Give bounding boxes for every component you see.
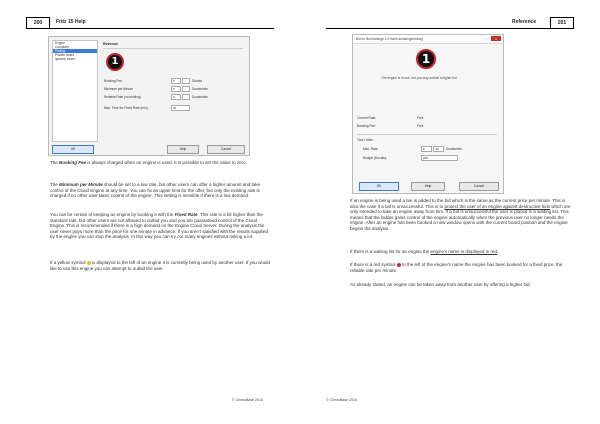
footer: © ChessBase 2015: [326, 398, 358, 402]
field-unit: Ducats: [192, 79, 202, 83]
budget-label: Budget (Ducats):: [363, 156, 387, 160]
reliable-rate-dec[interactable]: [182, 94, 190, 100]
paragraph-red-symbol: If there is a red symbol to the left of the engine's name the engine has been booked for a fixed price, the reliable rate per minute.: [350, 262, 563, 273]
settings-list: [52, 40, 98, 142]
max-time-label: Max. Time for Fixed Rate (min): [104, 106, 148, 110]
in-use-message: The engine is in use, but you may submit a higher bid: [381, 76, 457, 80]
bid-dialog-screenshot: [352, 34, 504, 194]
booking-fee-dec[interactable]: [182, 78, 190, 84]
help-button[interactable]: Help: [411, 182, 445, 191]
header-rule: [326, 28, 574, 29]
current-rate-value: Free: [417, 116, 424, 120]
divider: [357, 134, 497, 135]
paragraph-outbid: As already stated, an engine can be taken away from another user by offering a higher bid.: [350, 282, 531, 287]
list-item[interactable]: Private Users: [55, 53, 75, 57]
min-per-minute-dec[interactable]: [182, 86, 190, 92]
engine-logo: 1: [106, 53, 124, 71]
minimize-icon[interactable]: –: [484, 36, 488, 41]
paragraph-fixed-rate: You can be certain of keeping an engine by booking it with the Fixed Rate. This rate is a bit higher than the standard rate, but other users are not allowed to outbid you and you are guaranteed control of the Cloud Engine. This is recommended if there is a high demand on the Engine Cloud Server. During the analysis the user never pays more than the price for one minute in advance. If you aren't satisfied with the results supplied by the engine you can stop the analysis. In this way you can try out many engines without risking a lot.: [50, 212, 268, 240]
booking-fee-label: Booking Fee:: [357, 124, 376, 128]
list-item[interactable]: Computer: [55, 45, 69, 49]
field-label: Booking Fee: [104, 79, 122, 83]
field-label: Reliable Rate (no bidding): [104, 95, 141, 99]
list-item[interactable]: Ignored Users: [55, 57, 76, 61]
field-label: Minimum per Minute: [104, 87, 133, 91]
list-item-selected[interactable]: Pricing: [53, 49, 97, 53]
budget-input[interactable]: 268: [421, 155, 458, 161]
list-item[interactable]: Engine: [55, 41, 65, 45]
booking-fee-input[interactable]: 0: [171, 78, 181, 84]
max-rate-dec-input[interactable]: ,32: [433, 146, 444, 152]
close-icon[interactable]: ×: [491, 36, 501, 41]
current-rate-label: Current Rate:: [357, 116, 377, 120]
dialog-title: Bid for Brechstange 2.0 Ilweh-schaengenbärzig: [356, 37, 423, 41]
max-rate-label: Max. Rate:: [363, 147, 379, 151]
ok-button[interactable]: OK: [52, 145, 94, 154]
pricing-dialog-screenshot: [48, 36, 250, 156]
page-number: 201: [550, 17, 574, 29]
paragraph-waiting-list: If there is a waiting list for an engine the engine's name is displayed in red.: [350, 249, 499, 254]
max-rate-input[interactable]: 0: [421, 146, 432, 152]
booking-fee-value: Free: [417, 124, 424, 128]
max-time-select[interactable]: 30: [171, 105, 190, 111]
engine-logo: 1: [416, 49, 436, 69]
dialog-titlebar: [353, 35, 503, 44]
paragraph-minimum-per-minute: The Minimum per Minute should be set to a low rate, but other users can offer a higher amount and take control of the Cloud Engine at any time. You can fix an upper limit for the offer, but only the existing rate is charged if no other user takes control of the engine. This setting is sensible if there is a low demand.: [50, 182, 261, 199]
cancel-button[interactable]: Cancel: [207, 145, 245, 154]
min-per-minute-input[interactable]: 0: [171, 86, 181, 92]
page-number: 200: [26, 17, 50, 29]
limits-title: Your Limits:: [357, 138, 374, 142]
header-title: Reference: [512, 19, 537, 25]
paragraph-bid-fee: If an engine is being used a fee is added to the bid which is the same as the current price per minute. This is also the case if a bid is unsuccessful. This is to protect the user of an engine against destructive bids which are only intended to take an engine away from him. If a bid is unsuccessful the user is placed in a waiting list. This means that the bidder gains control of the engine automatically when the previous user no longer needs the engine. After an engine has been booked a new window opens with the current board position and the engine begins the analysis.: [350, 198, 571, 231]
section-title: Revenue: [103, 42, 118, 46]
footer: © ChessBase 2015: [232, 398, 264, 402]
paragraph-booking-fee: The Booking Fee is always charged when an engine is used. It is possible to set the value to zero.: [50, 160, 247, 165]
max-rate-unit: Ducats/min: [446, 147, 462, 151]
divider: [103, 48, 243, 49]
field-unit: Ducats/min: [192, 95, 208, 99]
right-page: [300, 0, 600, 424]
field-unit: Ducats/min: [192, 87, 208, 91]
help-button[interactable]: Help: [167, 145, 199, 154]
header-rule: [26, 28, 274, 29]
cancel-button[interactable]: Cancel: [459, 182, 499, 191]
ok-button[interactable]: OK: [359, 182, 399, 191]
header-title: Fritz 15 Help: [56, 19, 86, 25]
reliable-rate-input[interactable]: 0: [171, 94, 181, 100]
paragraph-yellow-symbol: If a yellow symbol is displayed to the left of an engine it is currently being used by another user. If you would like to use this engine you can attempt to outbid the user.: [50, 260, 270, 271]
